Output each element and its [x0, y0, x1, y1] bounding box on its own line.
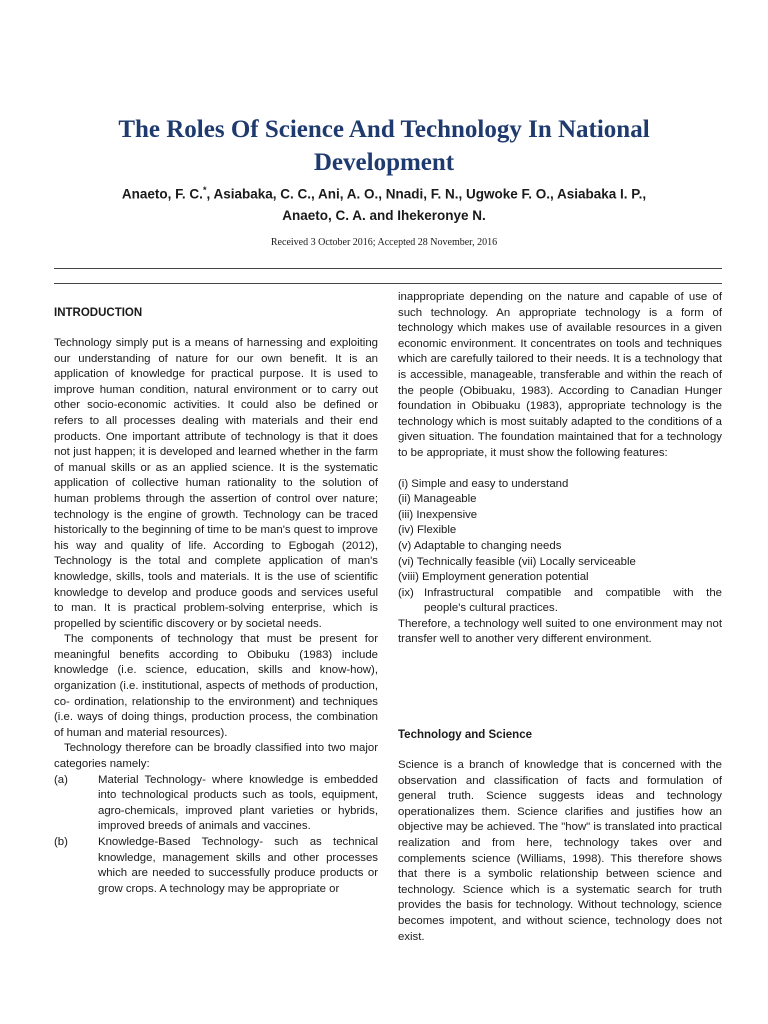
feature-item: (v) Adaptable to changing needs [398, 539, 562, 552]
environment-paragraph: Therefore, a technology well suited to one environment may not transfer well to another very different environment. [398, 617, 722, 646]
list-item-b-text: Knowledge-Based Technology- such as technical knowledge, management skills and other processes which are needed to successfully produce products or grow crops. A technology may be appropriate or [98, 836, 378, 895]
feature-item: (iii) Inexpensive [398, 508, 478, 521]
feature-ix-text: Infrastructural compatible and compatible with the [424, 586, 722, 599]
authors-line1-pre: Anaeto, F. C. [121, 186, 203, 202]
feature-item: (ii) Manageable [398, 493, 477, 506]
intro-paragraph-3: Technology therefore can be broadly classified into two major categories namely: [54, 742, 378, 771]
author-list [60, 180, 708, 226]
feature-item-ix [398, 586, 722, 602]
corresponding-author-mark: * [202, 185, 207, 195]
list-item-a-label: (a) [54, 773, 68, 786]
received-date: Received 3 October 2016; Accepted 28 November, 2016 [270, 237, 498, 248]
feature-item: (viii) Employment generation potential [398, 571, 589, 584]
header-divider-top [54, 268, 722, 269]
introduction-heading: INTRODUCTION [54, 307, 143, 319]
header-divider-bottom [54, 283, 722, 284]
authors-line2: Anaeto, C. A. and Ihekeronye N. [282, 207, 486, 223]
list-item-b [54, 835, 378, 897]
feature-item: (vi) Technically feasible (vii) Locally serviceable [398, 555, 636, 568]
list-item-a [54, 773, 378, 835]
feature-item: (iv) Flexible [398, 524, 457, 537]
paper-title: The Roles Of Science And Technology In National Development [118, 115, 650, 176]
appropriate-tech-paragraph: inappropriate depending on the nature and capable of use of such technology. An appropriate technology is a form of technology which makes use of available resources in a given economic environment. It concentrates on tools and techniques which are carefully tailored to their needs. It is a technology that is accessible, manageable, transferable and within the reach of the people (Obibuaku, 1983). According to Canadian Hunger foundation in Obibuaku (1983), appropriate technology is the technology which is most suitably adapted to the conditions of a given situation. The foundation maintained that for a technology to be appropriate, it must show the following features: [398, 291, 722, 459]
science-paragraph: Science is a branch of knowledge that is concerned with the observation and classification of facts and formulation of general truth. Science suggests ideas and technology operationalizes them. Science clarifies and justifies how an objective may be achieved. The "how" is translated into practical realization and from here, technology takes over and complements science (Williams, 1998). This therefore shows that there is a symbolic relationship between science and technology. Science which is a systematic search for truth provides the basis for technology. Without technology, science becomes impotent, and without science, technology does not exist. [398, 759, 722, 943]
list-item-b-label: (b) [54, 836, 68, 848]
feature-ix-continuation: people's cultural practices. [424, 602, 558, 615]
intro-paragraph-1: Technology simply put is a means of harnessing and exploiting our understanding of nature for our own benefit. It is an application of knowledge for practical purpose. It is used to improve human condition, natural environment or to carry out other socio-economic activities. It could also be defined or refers to all processes dealing with materials and their end products. One important attribute of technology is that it does not just happen; it is developed and learned whether in the farm of manual skills or as an applied science. It is the systematic application of collective human rationality to the solution of human problems through the assertion of control over nature; technology is the engine of growth. Technology can be traced historically to the beginning of time to be man's quest to improve his way and quality of life. According to Egbogah (2012), Technology is the total and complete application of man's knowledge, skills, tools and materials. It is the use of scientific knowledge to develop and produce goods and services useful to man. It is practical problem-solving enterprise, which is propelled by scientific discovery or by societal needs. [54, 337, 378, 630]
authors-line1-post: , Asiabaka, C. C., Ani, A. O., Nnadi, F. N., Ugwoke F. O., Asiabaka I. P., [206, 186, 647, 202]
feature-list [398, 477, 722, 617]
feature-ix-label: (ix) [398, 586, 414, 599]
technology-science-heading: Technology and Science [398, 729, 532, 741]
intro-paragraph-2: The components of technology that must be present for meaningful benefits according to Obibuku (1983) include knowledge (i.e. science, education, skills and know-how), organization (i.e. institutional, aspects of methods of production, co- ordination, relationship to the environment) and techniques (i.e. ways of doing things, production process, the combination of human and material resources). [54, 633, 378, 739]
list-item-a-text: Material Technology- where knowledge is embedded into technological products such as tools, equipment, agro-chemicals, improved plant varieties or hybrids, improved breeds of animals and vaccines. [98, 773, 378, 833]
feature-item: (i) Simple and easy to understand [398, 477, 569, 490]
